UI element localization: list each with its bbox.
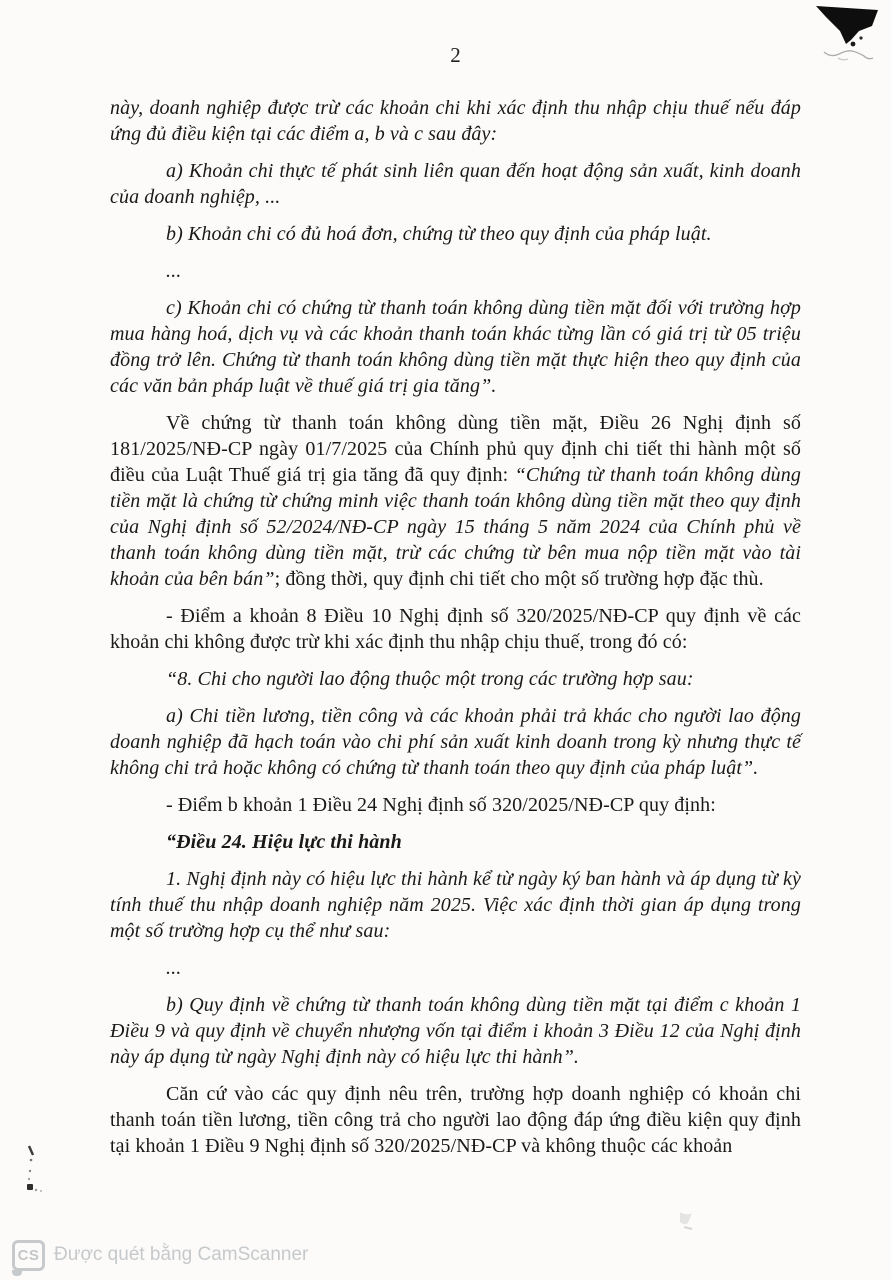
camscanner-logo-icon: CS (12, 1240, 45, 1271)
paragraph-quote-8: “8. Chi cho người lao động thuộc một trong các trường hợp sau: (166, 668, 694, 690)
paragraph-diem-b-khoan-1: - Điểm b khoản 1 Điều 24 Nghị định số 320/2025/NĐ-CP quy định: (166, 794, 716, 816)
paragraph-ellipsis-1: ... (166, 260, 182, 282)
document-body (110, 95, 801, 1159)
paragraph-can-cu-conclusion: Căn cứ vào các quy định nêu trên, trường hợp doanh nghiệp có khoản chi thanh toán tiền lương, tiền công trả cho người lao động đáp ứng điều kiện quy định tại khoản 1 Điều 9 Nghị định số 320/2025/NĐ-CP và không thuộc các khoản (110, 1083, 801, 1157)
ve-chung-tu-lead: Về chứng từ thanh toán không dùng tiền mặt, Điều 26 Nghị định số 181/2025/NĐ-CP ngày 01/7/2025 của Chính phủ quy định chi tiết thi hành một số điều của Luật Thuế giá trị gia tăng đã quy định: (110, 412, 801, 486)
paragraph-ve-chung-tu (110, 410, 801, 592)
paragraph-diem-a-khoan-8: - Điểm a khoản 8 Điều 10 Nghị định số 320/2025/NĐ-CP quy định về các khoản chi không được trừ khi xác định thu nhập chịu thuế, trong đó có: (110, 605, 801, 653)
paragraph-quote-8a: a) Chi tiền lương, tiền công và các khoản phải trả khác cho người lao động doanh nghiệp đã hạch toán vào chi phí sản xuất kinh doanh trong kỳ nhưng thực tế không chi trả hoặc không có chứng từ thanh toán theo quy định của pháp luật”. (110, 705, 801, 779)
smudge-icon (680, 1212, 692, 1229)
corner-ink-blot-icon (816, 6, 878, 60)
paragraph-dieu-24-clause-1: 1. Nghị định này có hiệu lực thi hành kể từ ngày ký ban hành và áp dụng từ kỳ tính thuế thu nhập doanh nghiệp năm 2025. Việc xác định thời gian áp dụng trong một số trường hợp cụ thể như sau: (110, 868, 801, 942)
paragraph-dieu-24-heading: “Điều 24. Hiệu lực thi hành (166, 831, 402, 853)
paragraph-continuation-intro: này, doanh nghiệp được trừ các khoản chi khi xác định thu nhập chịu thuế nếu đáp ứng đủ điều kiện tại các điểm a, b và c sau đây: (110, 97, 801, 145)
ve-chung-tu-tail: ; đồng thời, quy định chi tiết cho một số trường hợp đặc thù. (274, 568, 764, 590)
page-number: 2 (450, 43, 461, 67)
paragraph-ellipsis-2: ... (166, 957, 182, 979)
paragraph-point-c: c) Khoản chi có chứng từ thanh toán không dùng tiền mặt đối với trường hợp mua hàng hoá, dịch vụ và các khoản thanh toán khác từng lần có giá trị từ 05 triệu đồng trở lên. Chứng từ thanh toán không dùng tiền mặt thực hiện theo quy định của các văn bản pháp luật về thuế giá trị gia tăng”. (110, 297, 801, 397)
camscanner-watermark (12, 1236, 308, 1274)
margin-speck-icon (27, 1146, 42, 1192)
text-column (110, 42, 801, 1170)
paragraph-point-b: b) Khoản chi có đủ hoá đơn, chứng từ theo quy định của pháp luật. (166, 223, 712, 245)
ve-chung-tu-quote: “Chứng từ thanh toán không dùng tiền mặt là chứng từ chứng minh việc thanh toán không dùng tiền mặt theo quy định của Nghị định số 52/2024/NĐ-CP ngày 15 tháng 5 năm 2024 của Chính phủ về thanh toán không dùng tiền mặt, trừ các chứng từ bên mua nộp tiền mặt vào tài khoản của bên bán” (110, 464, 801, 590)
paragraph-dieu-24-point-b: b) Quy định về chứng từ thanh toán không dùng tiền mặt tại điểm c khoản 1 Điều 9 và quy định về chuyển nhượng vốn tại điểm i khoản 3 Điều 12 của Nghị định này áp dụng từ ngày Nghị định này có hiệu lực thi hành”. (110, 994, 801, 1068)
paragraph-point-a: a) Khoản chi thực tế phát sinh liên quan đến hoạt động sản xuất, kinh doanh của doanh nghiệp, ... (110, 160, 801, 208)
camscanner-watermark-text: Được quét bằng CamScanner (54, 1244, 309, 1265)
